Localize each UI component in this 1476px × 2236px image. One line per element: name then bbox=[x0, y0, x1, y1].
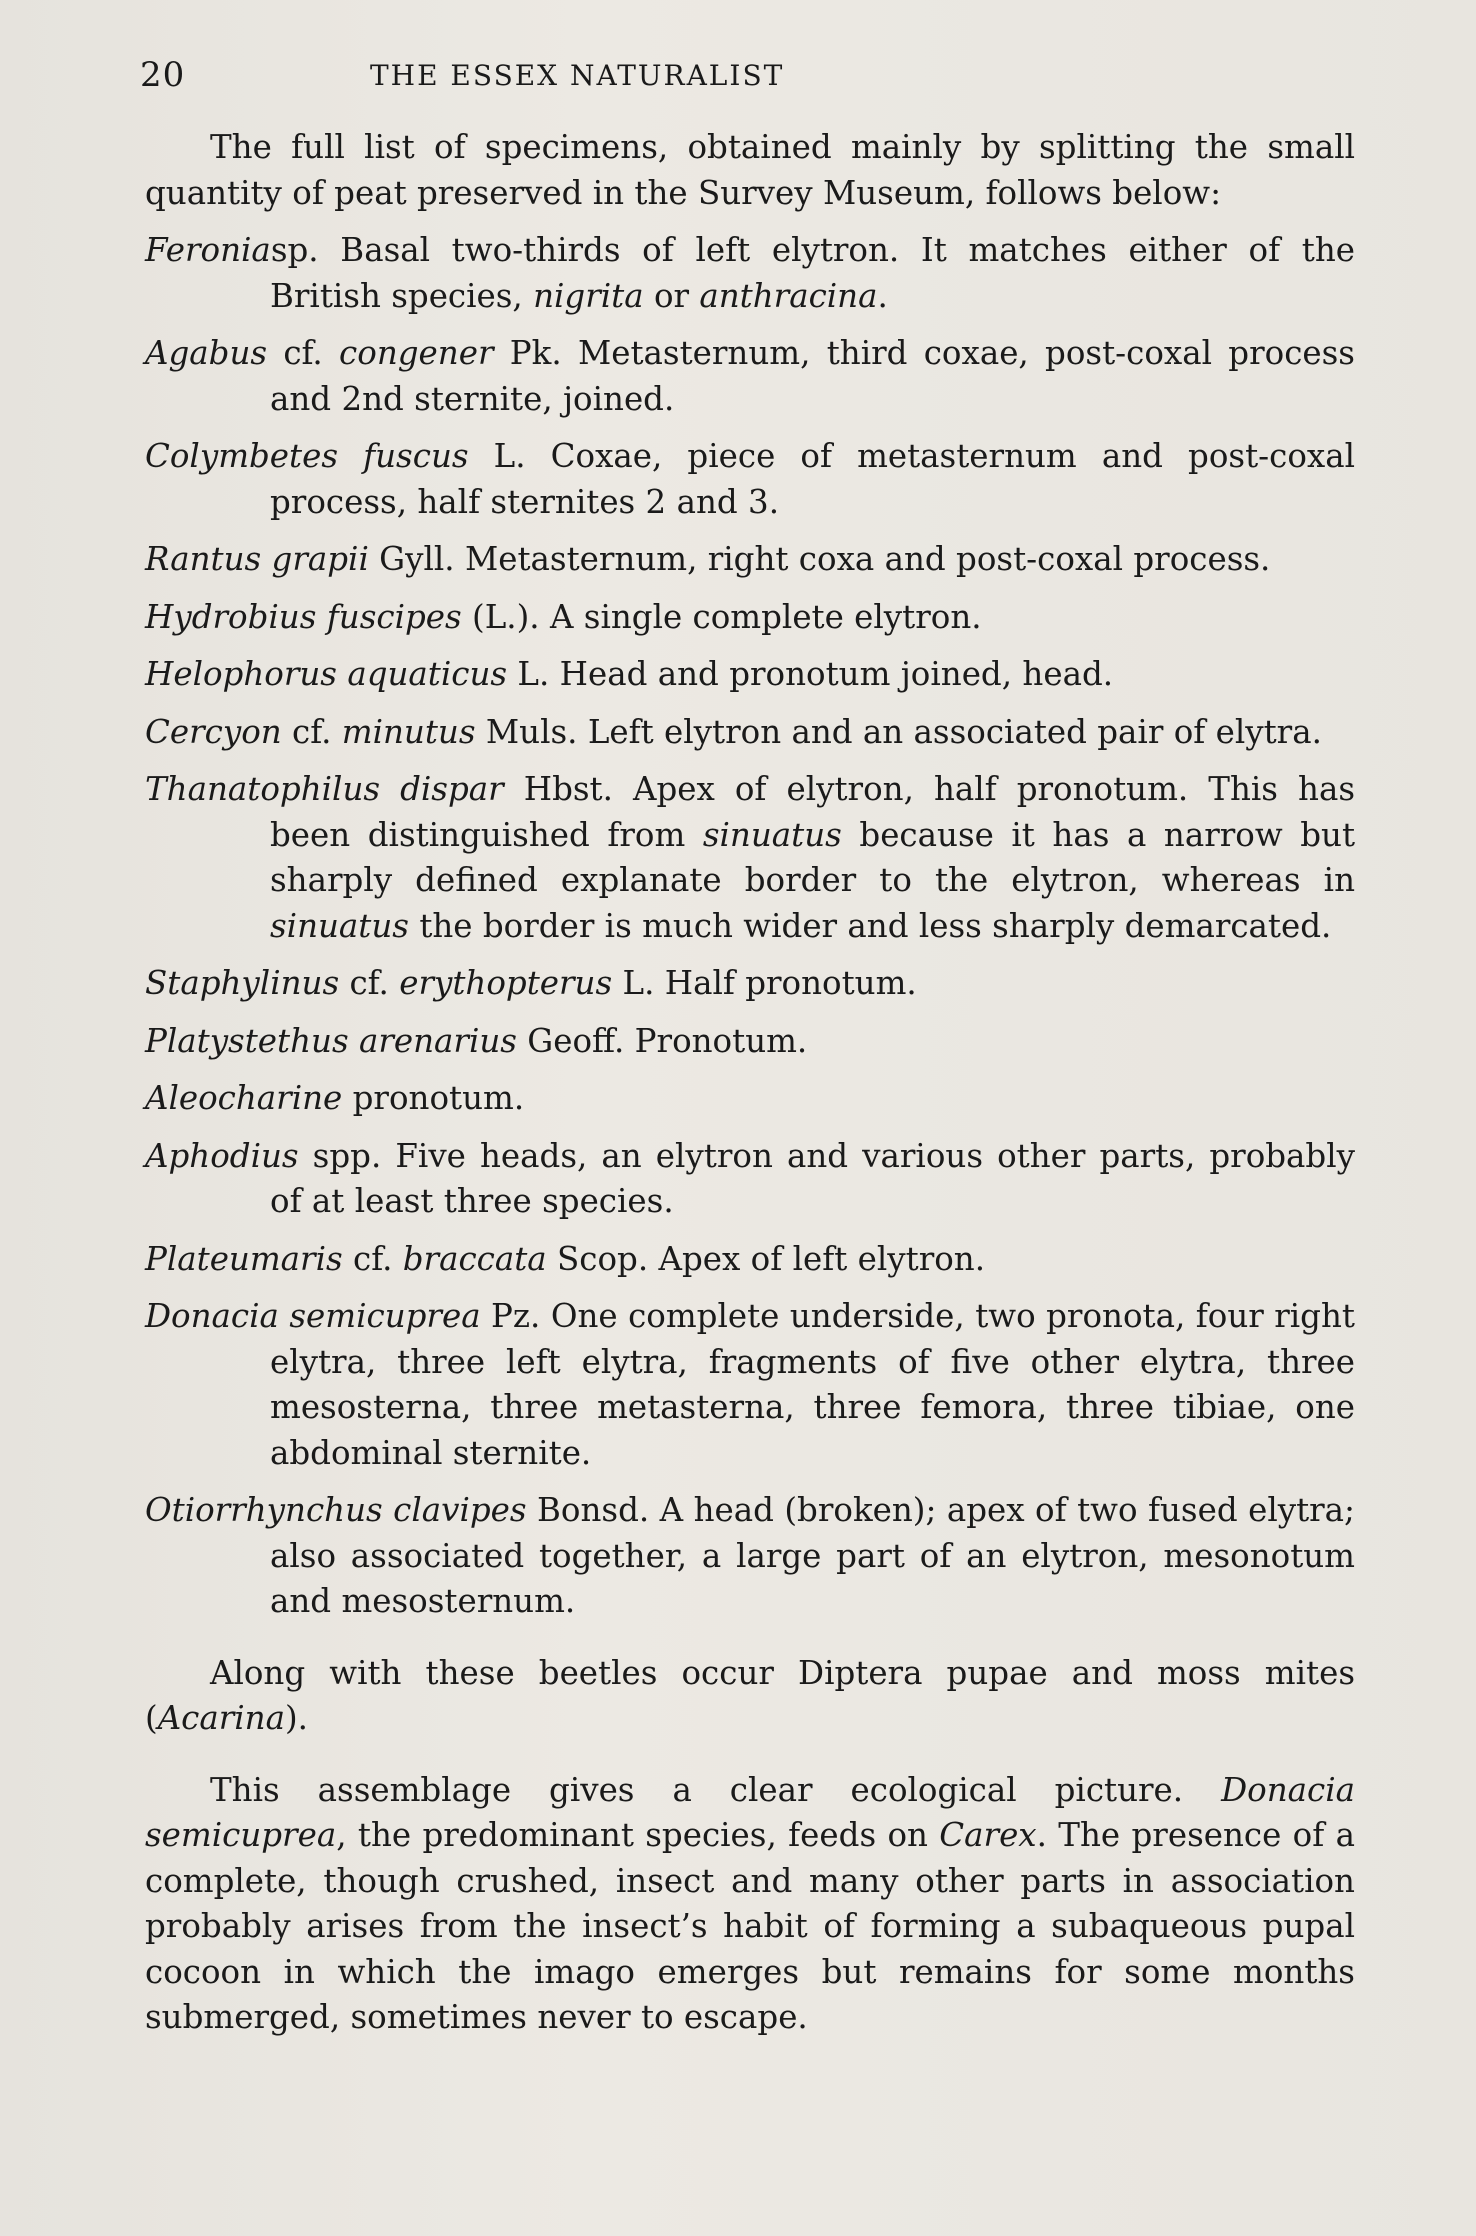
specimen-entry bbox=[145, 961, 1355, 1007]
taxon-author: Geoff. bbox=[516, 1021, 625, 1060]
specimen-entry bbox=[145, 1488, 1355, 1625]
specimen-entry bbox=[145, 1294, 1355, 1476]
taxon-author: L. bbox=[507, 655, 550, 693]
description-continued: because it has a narrow but sharply defined explanate border to the elytron, whereas in bbox=[270, 815, 1355, 899]
ecology-text-3: . The presence of a complete, though crushed, insect and many other parts in association probably arises from the insect’s habit of forming a subaqueous pupal cocoon in which the imago emerges but remains for some months submerged, sometimes never to escape. bbox=[145, 1816, 1355, 2036]
taxon-qualifier: cf. bbox=[342, 1239, 403, 1278]
taxon-name: Plateumaris bbox=[145, 1239, 343, 1278]
specimen-entry bbox=[145, 1019, 1355, 1065]
specimen-description: Pronotum. bbox=[624, 1021, 808, 1060]
specimen-entry bbox=[145, 228, 1355, 319]
specimen-description: Half pronotum. bbox=[654, 964, 917, 1002]
specimen-entry bbox=[145, 1237, 1355, 1283]
taxon-name: Staphylinus bbox=[145, 964, 340, 1002]
specimen-description: Metasternum, third coxae, post-coxal process and 2nd sternite, joined. bbox=[270, 334, 1355, 418]
taxon-epithet: congener bbox=[339, 334, 494, 372]
diptera-text: Along with these beetles occur Diptera pupae and moss mites ( bbox=[145, 1653, 1355, 1737]
description-italic: nigrita bbox=[533, 276, 644, 315]
diptera-paragraph bbox=[145, 1651, 1355, 1742]
taxon-author: Bonsd. bbox=[526, 1491, 650, 1529]
description-continued: or bbox=[643, 276, 700, 315]
diptera-end: ). bbox=[284, 1699, 308, 1737]
taxon-author: L. bbox=[468, 437, 526, 475]
description-italic: anthracina bbox=[699, 276, 878, 315]
specimen-list bbox=[145, 228, 1355, 1625]
body-text bbox=[145, 125, 1355, 2041]
taxon-name: Agabus bbox=[145, 334, 268, 372]
species-italic: Donacia semicuprea bbox=[145, 1770, 1355, 1854]
taxon-qualifier: cf. bbox=[267, 334, 340, 372]
taxon-qualifier: cf. bbox=[339, 964, 400, 1002]
specimen-description: Basal two-thirds of left elytron. It matches either of the British species, bbox=[270, 231, 1355, 315]
ecology-paragraph bbox=[145, 1768, 1355, 2041]
taxon-author: Pz. bbox=[480, 1297, 541, 1335]
taxon-epithet: erythopterus bbox=[399, 964, 613, 1002]
taxon-name: Feronia bbox=[145, 231, 271, 269]
description-end: . bbox=[877, 276, 888, 315]
taxon-author: Gyll. bbox=[368, 540, 455, 578]
running-title: THE ESSEX NATURALIST bbox=[370, 59, 785, 92]
specimen-description: Apex of left elytron. bbox=[648, 1239, 986, 1278]
taxon-name: Colymbetes fuscus bbox=[145, 437, 469, 475]
taxon-name: Hydrobius fuscipes bbox=[145, 597, 462, 636]
specimen-description: Metasternum, right coxa and post-coxal process. bbox=[454, 540, 1271, 578]
specimen-description: Coxae, piece of metasternum and post-coxal process, half sternites 2 and 3. bbox=[270, 437, 1355, 521]
specimen-entry bbox=[145, 1134, 1355, 1225]
taxon-author: (L.). bbox=[461, 597, 540, 636]
taxon-author: spp. bbox=[298, 1136, 382, 1175]
specimen-entry bbox=[145, 767, 1355, 949]
taxon-name: Helophorus aquaticus bbox=[145, 655, 508, 693]
taxon-epithet: braccata bbox=[402, 1239, 547, 1278]
taxon-author: Pk. bbox=[493, 334, 562, 372]
specimen-entry bbox=[145, 331, 1355, 422]
ecology-text-1: This assemblage gives a clear ecological picture. bbox=[210, 1770, 1222, 1809]
taxon-name: Platystethus arenarius bbox=[145, 1021, 517, 1060]
specimen-description: One complete underside, two pronota, four right elytra, three left elytra, fragments of five other elytra, three mesosterna, three metasterna, three femora, three tibiae, one abdominal sternite. bbox=[270, 1297, 1355, 1472]
specimen-entry bbox=[145, 652, 1355, 698]
acarina-italic: Acarina bbox=[157, 1699, 285, 1737]
taxon-qualifier: sp. bbox=[270, 231, 319, 269]
ecology-text-2: , the predominant species, feeds on bbox=[336, 1816, 940, 1854]
taxon-name: Aphodius bbox=[145, 1136, 299, 1175]
specimen-entry bbox=[145, 710, 1355, 756]
description-italic: sinuatus bbox=[702, 815, 842, 854]
specimen-description: A single complete elytron. bbox=[539, 597, 982, 636]
taxon-name: Cercyon bbox=[145, 712, 282, 751]
taxon-epithet: minutus bbox=[341, 712, 476, 751]
taxon-name: Thanatophilus dispar bbox=[145, 770, 504, 808]
taxon-author: Muls. bbox=[475, 712, 578, 751]
specimen-entry bbox=[145, 434, 1355, 525]
taxon-name: Otiorrhynchus clavipes bbox=[145, 1491, 527, 1529]
taxon-name: Aleocharine bbox=[145, 1079, 343, 1117]
page-number: 20 bbox=[140, 55, 186, 95]
specimen-description: Five heads, an elytron and various other parts, probably of at least three species. bbox=[270, 1136, 1355, 1220]
specimen-entry bbox=[145, 595, 1355, 641]
description-end: the border is much wider and less sharply demarcated. bbox=[408, 906, 1332, 945]
specimen-description: Apex of elytron, half pronotum. This has been distinguished from bbox=[270, 770, 1355, 854]
specimen-entry bbox=[145, 537, 1355, 583]
specimen-entry bbox=[145, 1076, 1355, 1122]
taxon-name: Rantus grapii bbox=[145, 540, 369, 578]
specimen-description: Left elytron and an associated pair of elytra. bbox=[577, 712, 1322, 751]
taxon-author: Scop. bbox=[546, 1239, 649, 1278]
taxon-qualifier: cf. bbox=[281, 712, 342, 751]
taxon-author: L. bbox=[612, 964, 655, 1002]
specimen-description: A head (broken); apex of two fused elytra; also associated together, a large part of an elytron, mesonotum and mesosternum. bbox=[270, 1491, 1355, 1620]
running-header bbox=[140, 55, 1370, 95]
taxon-author: Hbst. bbox=[503, 770, 613, 808]
taxon-name: Donacia semicuprea bbox=[145, 1297, 481, 1335]
specimen-description: pronotum. bbox=[342, 1079, 525, 1117]
specimen-description: Head and pronotum joined, head. bbox=[549, 655, 1114, 693]
description-italic: sinuatus bbox=[270, 906, 409, 945]
intro-paragraph: The full list of specimens, obtained mainly by splitting the small quantity of peat preserved in the Survey Museum, follows below: bbox=[145, 128, 1355, 212]
genus-italic: Carex bbox=[939, 1816, 1037, 1854]
